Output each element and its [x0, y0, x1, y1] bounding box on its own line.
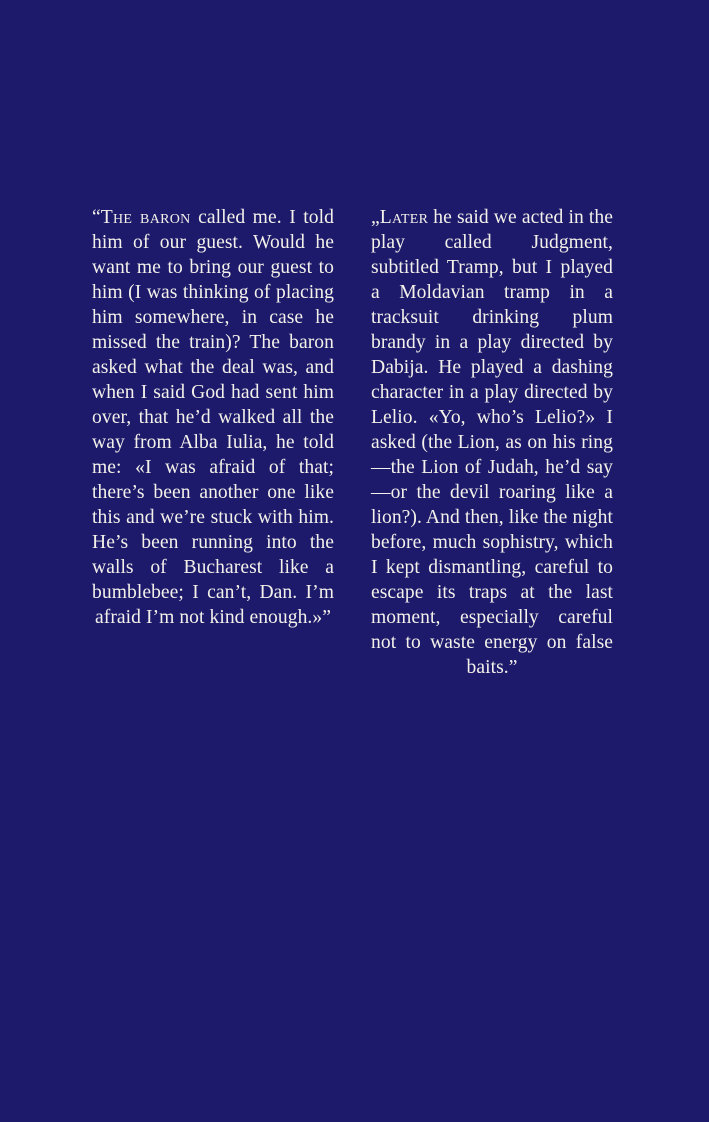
right-paragraph: [371, 205, 613, 680]
left-open-quote: “: [92, 207, 101, 228]
left-lead-words: The baron: [100, 207, 191, 228]
left-paragraph: [92, 205, 334, 630]
left-body-text: called me. I told him of our guest. Would he want me to bring our guest to him (I was thinking of placing him somewhere, in case he missed the train)? The baron asked what the deal was, and when I said God had sent him over, that he’d walked all the way from Alba Iulia, he told me: «I was afraid of that; there’s been another one like this and we’re stuck with him. He’s been running into the walls of Bucharest like a bumblebee; I can’t, Dan. I’m afraid I’m not kind enough.»”: [92, 207, 334, 628]
right-lead-words: Later: [379, 207, 429, 228]
right-column: [371, 205, 613, 680]
right-open-quote: „: [371, 207, 380, 228]
right-body-text: he said we acted in the play called Judgment, subtitled Tramp, but I played a Moldavian tramp in a tracksuit drinking plum brandy in a play directed by Dabija. He played a dashing character in a play directed by Lelio. «Yo, who’s Lelio?» I asked (the Lion, as on his ring—the Lion of Judah, he’d say—or the devil roaring like a lion?). And then, like the night before, much sophistry, which I kept dismantling, careful to escape its traps at the last moment, especially careful not to waste energy on false baits.”: [371, 207, 613, 678]
left-column: [92, 205, 334, 630]
